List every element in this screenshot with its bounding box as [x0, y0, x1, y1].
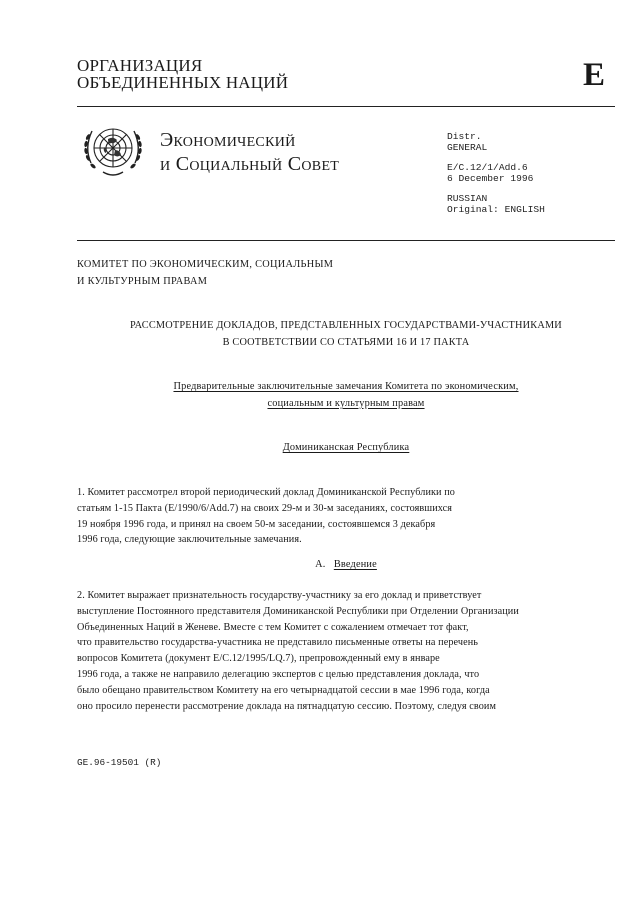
- paragraph-2-line: 2. Комитет выражает признательность государству-участнику за его доклад и приветствует: [77, 590, 482, 601]
- document-symbol: E/C.12/1/Add.6: [447, 161, 528, 173]
- organization-name: [77, 57, 288, 91]
- job-number: GE.96-19501 (R): [77, 757, 162, 768]
- main-title: [77, 318, 615, 351]
- paragraph-1-line: 19 ноября 1996 года, и принял на своем 50-м заседании, состоявшемся 3 декабря: [77, 518, 436, 530]
- language-letter: E: [583, 57, 606, 93]
- paragraph-2-line: Объединенных Наций в Женеве. Вместе с тем Комитет с сожалением отмечает тот факт,: [77, 621, 469, 633]
- committee-line-2: И КУЛЬТУРНЫМ ПРАВАМ: [77, 276, 208, 287]
- country-name: Доминиканская Республика: [282, 442, 410, 453]
- committee-name: [77, 256, 333, 290]
- main-title-line-1: РАССМОТРЕНИЕ ДОКЛАДОВ, ПРЕДСТАВЛЕННЫХ ГОСУДАРСТВАМИ-УЧАСТНИКАМИ: [130, 320, 562, 331]
- paragraph-1: [77, 485, 597, 548]
- council-name: [160, 128, 339, 176]
- paragraph-1-line: статьям 1-15 Пакта (E/1990/6/Add.7) на своих 29-м и 30-м заседаниях, состоявшихся: [77, 502, 453, 514]
- original-language: Original: ENGLISH: [447, 204, 545, 216]
- un-emblem-icon: [78, 117, 148, 183]
- council-line-1: Экономический: [160, 129, 296, 151]
- header-bottom-rule: [77, 240, 615, 241]
- section-a-letter: A.: [315, 559, 326, 570]
- document-language: RUSSIAN: [447, 192, 488, 204]
- paragraph-2-line: вопросов Комитета (документ E/C.12/1995/LQ.7), препровожденный ему в январе: [77, 653, 440, 665]
- document-info: [447, 131, 545, 215]
- org-line-1: ОРГАНИЗАЦИЯ: [77, 56, 203, 75]
- top-rule: [77, 106, 615, 107]
- paragraph-2-line: было обещано правительством Комитету на его четырнадцатой сессии в мае 1996 года, когда: [77, 684, 490, 696]
- subtitle-line-2: социальным и культурным правам: [267, 397, 425, 409]
- paragraph-2-line: оно просило перенести рассмотрение доклада на пятнадцатую сессию. Поэтому, следуя своим: [77, 700, 497, 712]
- paragraph-1-line: 1996 года, следующие заключительные замечания.: [77, 534, 302, 546]
- paragraph-2-line: выступление Постоянного представителя Доминиканской Республики при Отделении Организации: [77, 605, 519, 617]
- committee-line-1: КОМИТЕТ ПО ЭКОНОМИЧЕСКИМ, СОЦИАЛЬНЫМ: [77, 259, 334, 270]
- paragraph-2-line: 1996 года, а также не направило делегацию экспертов с целью представления доклада, что: [77, 668, 480, 680]
- distribution-label: Distr.: [447, 131, 482, 142]
- distribution-value: GENERAL: [447, 142, 488, 154]
- section-a-title: Введение: [333, 559, 377, 570]
- document-date: 6 December 1996: [447, 173, 534, 185]
- spacer: [447, 185, 545, 193]
- council-line-2: и Социальный Совет: [160, 153, 340, 175]
- paragraph-2: [77, 588, 597, 714]
- subtitle: [77, 379, 615, 412]
- org-line-2: ОБЪЕДИНЕННЫХ НАЦИЙ: [77, 73, 289, 92]
- spacer: [447, 154, 545, 162]
- main-title-line-2: В СООТВЕТСТВИИ СО СТАТЬЯМИ 16 И 17 ПАКТА: [222, 336, 470, 348]
- paragraph-1-line: 1. Комитет рассмотрел второй периодический доклад Доминиканской Республики по: [77, 487, 455, 498]
- section-a-heading: [77, 557, 615, 574]
- subtitle-line-1: Предварительные заключительные замечания Комитета по экономическим,: [173, 381, 519, 392]
- country-heading: [77, 440, 615, 457]
- paragraph-2-line: что правительство государства-участника не представило письменные ответы на перечень: [77, 637, 479, 649]
